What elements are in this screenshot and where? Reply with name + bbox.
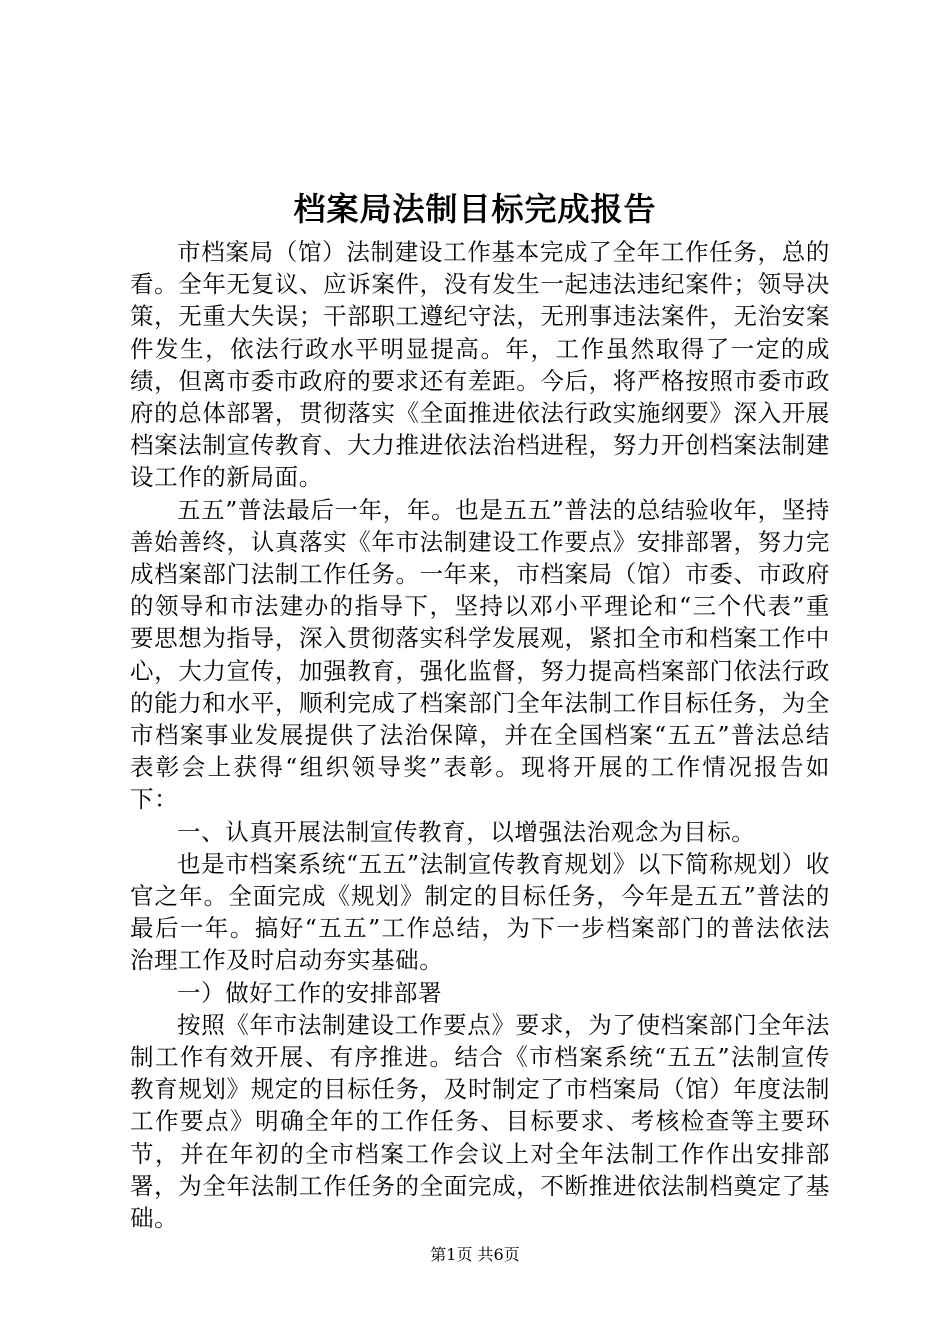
- paragraph-arrangement: 按照《年市法制建设工作要点》要求，为了使档案部门全年法制工作有效开展、有序推进。结合《市档案系统“五五”法制宣传教育规划》规定的目标任务，及时制定了市档案局（馆）年度法制工作要点》明确全年的工作任务、目标要求、考核检查等主要环节，并在年初的全市档案工作会议上对全年法制工作作出安排部署，为全年法制工作任务的全面完成，不断推进依法制档奠定了基础。: [130, 1010, 830, 1233]
- page-number-footer: 第1页 共6页: [430, 1245, 520, 1264]
- paragraph-plan: 也是市档案系统“五五”法制宣传教育规划》以下简称规划）收官之年。全面完成《规划》制定的目标任务，今年是五五”普法的最后一年。搞好“五五”工作总结，为下一步档案部门的普法依法治理工作及时启动夯实基础。: [130, 849, 830, 975]
- document-body: [130, 236, 830, 1234]
- document-title: 档案局法制目标完成报告: [293, 190, 657, 228]
- paragraph-summary: 市档案局（馆）法制建设工作基本完成了全年工作任务，总的看。全年无复议、应诉案件，没有发生一起违法违纪案件；领导决策，无重大失误；干部职工遵纪守法，无刑事违法案件，无治安案件发生，依法行政水平明显提高。年，工作虽然取得了一定的成绩，但离市委市政府的要求还有差距。今后，将严格按照市委市政府的总体部署，贯彻落实《全面推进依法行政实施纲要》深入开展档案法制宣传教育、大力推进依法治档进程，努力开创档案法制建设工作的新局面。: [130, 238, 830, 492]
- subsection-heading-1: 一）做好工作的安排部署: [177, 978, 443, 1007]
- section-heading-1: 一、认真开展法制宣传教育，以增强法治观念为目标。: [177, 817, 756, 846]
- paragraph-overview: 五五”普法最后一年，年。也是五五”普法的总结验收年，坚持善始善终，认真落实《年市法制建设工作要点》安排部署，努力完成档案部门法制工作任务。一年来，市档案局（馆）市委、市政府的领导和市法建办的指导下，坚持以邓小平理论和“三个代表”重要思想为指导，深入贯彻落实科学发展观，紧扣全市和档案工作中心，大力宣传，加强教育，强化监督，努力提高档案部门依法行政的能力和水平，顺利完成了档案部门全年法制工作目标任务，为全市档案事业发展提供了法治保障，并在全国档案“五五”普法总结表彰会上获得“组织领导奖”表彰。现将开展的工作情况报告如下：: [130, 495, 830, 814]
